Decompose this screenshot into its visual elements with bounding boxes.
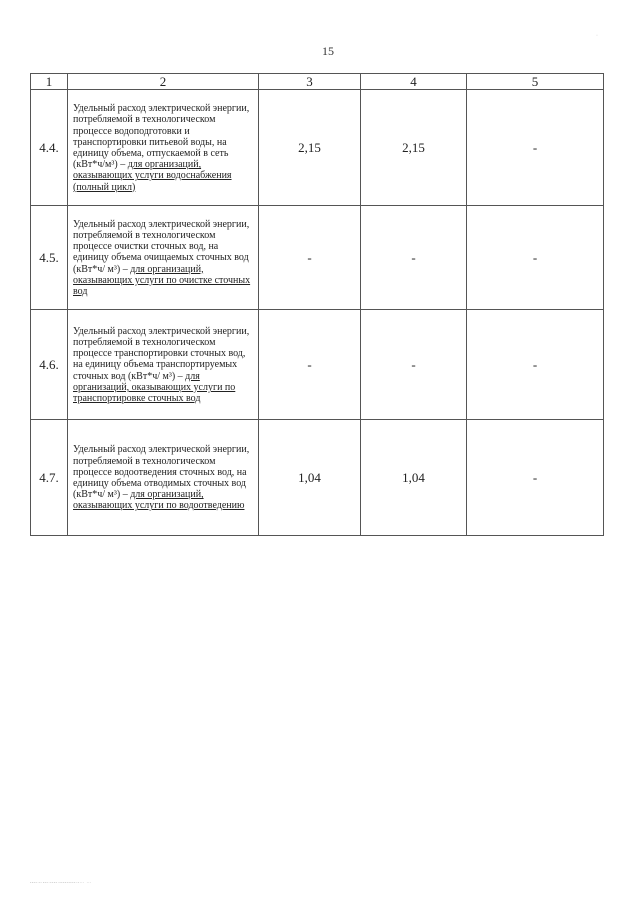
row-number: 4.7. bbox=[31, 420, 68, 536]
column-header-5: 5 bbox=[467, 74, 604, 90]
description-text: Удельный расход электрической энергии, потребляемой в технологическом процессе водоподготовки и транспортировки питьевой воды, на единицу объема, отпускаемой в сеть (кВт*ч/м³) – bbox=[73, 103, 250, 171]
value-col-3: 2,15 bbox=[259, 90, 361, 206]
description-underlined-text: для организаций, оказывающих услуги по транспортировке сточных вод bbox=[73, 370, 236, 404]
row-number: 4.6. bbox=[31, 310, 68, 420]
value-col-4: 2,15 bbox=[361, 90, 467, 206]
page-number: 15 bbox=[322, 44, 334, 58]
row-description bbox=[68, 310, 259, 420]
footer-scan-mark: ----·-·---·----·---------·-··· ··· bbox=[30, 880, 92, 885]
indicator-table bbox=[30, 73, 604, 536]
column-header-1: 1 bbox=[31, 74, 68, 90]
value-col-3: - bbox=[259, 310, 361, 420]
value-col-3: 1,04 bbox=[259, 420, 361, 536]
value-col-5: - bbox=[467, 90, 604, 206]
row-description bbox=[68, 90, 259, 206]
row-description bbox=[68, 206, 259, 310]
description-text: Удельный расход электрической энергии, потребляемой в технологическом процессе транспортировки сточных вод, на единицу объема транспортируемых сточных вод (кВт*ч/ м³) – bbox=[73, 325, 250, 382]
table-row bbox=[31, 206, 604, 310]
description-underlined-text: для организаций, оказывающих услуги водоснабжения (полный цикл) bbox=[73, 159, 232, 193]
description-text: Удельный расход электрической энергии, потребляемой в технологическом процессе очистки сточных вод, на единицу объема очищаемых сточных вод (кВт*ч/ м³) – bbox=[73, 218, 250, 275]
description-text: Удельный расход электрической энергии, потребляемой в технологическом процессе водоотведения сточных вод, на единицу объема отводимых сточных вод (кВт*ч/ м³) – bbox=[73, 444, 250, 501]
column-header-4: 4 bbox=[361, 74, 467, 90]
table-row bbox=[31, 90, 604, 206]
value-col-4: - bbox=[361, 206, 467, 310]
table-row bbox=[31, 310, 604, 420]
row-description bbox=[68, 420, 259, 536]
value-col-5: - bbox=[467, 310, 604, 420]
description-underlined-text: для организаций, оказывающих услуги по водоотведению bbox=[73, 489, 245, 512]
value-col-5: - bbox=[467, 206, 604, 310]
description-underlined-text: для организаций, оказывающих услуги по очистке сточных вод bbox=[73, 263, 251, 297]
value-col-3: - bbox=[259, 206, 361, 310]
column-header-3: 3 bbox=[259, 74, 361, 90]
value-col-5: - bbox=[467, 420, 604, 536]
scan-artifact-mark: · bbox=[596, 33, 598, 39]
value-col-4: - bbox=[361, 310, 467, 420]
column-header-2: 2 bbox=[68, 74, 259, 90]
row-number: 4.4. bbox=[31, 90, 68, 206]
row-number: 4.5. bbox=[31, 206, 68, 310]
value-col-4: 1,04 bbox=[361, 420, 467, 536]
table-row bbox=[31, 420, 604, 536]
table-header-row bbox=[31, 74, 604, 90]
